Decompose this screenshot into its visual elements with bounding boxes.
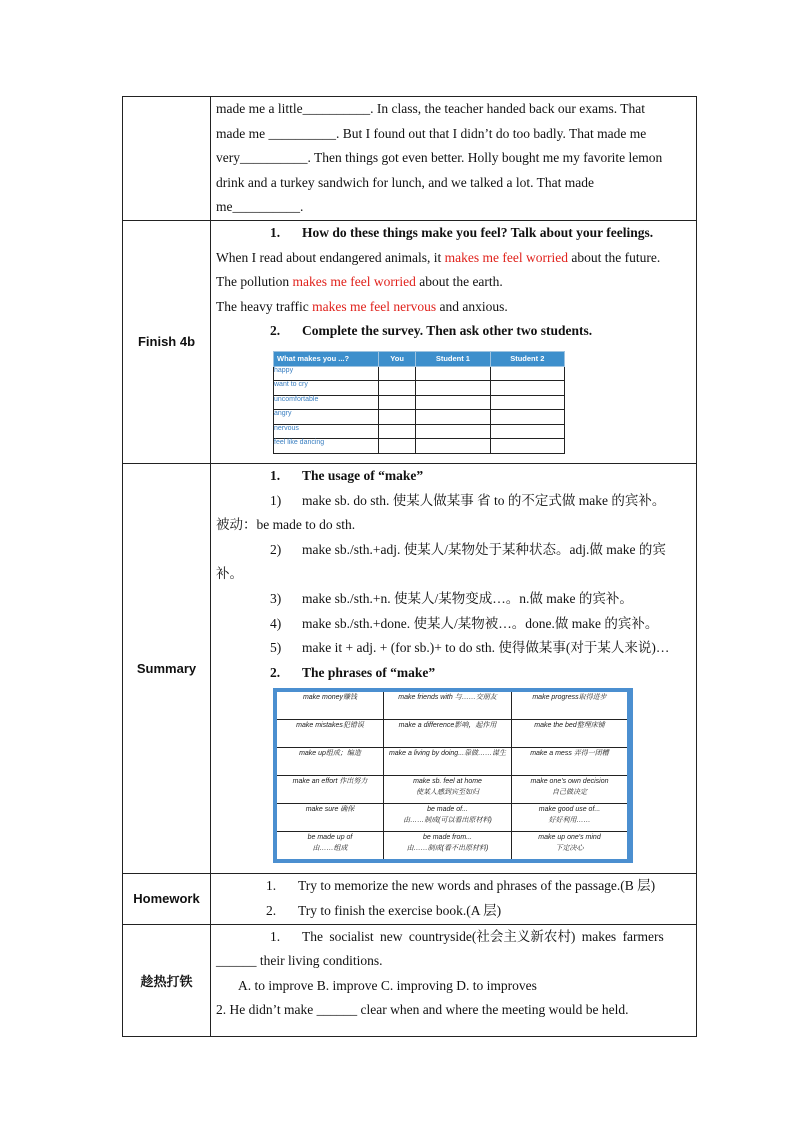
summary-cell [211,463,697,873]
survey-row [274,381,565,396]
lesson-table [122,96,697,1037]
survey-cell [379,381,416,396]
survey-header: What makes you ...? [274,351,379,366]
reading-line: me__________. [216,199,304,215]
survey-row-label: happy [274,366,379,381]
answer-text: makes me feel nervous [312,298,437,314]
phrase-cell: make money赚钱 [275,690,384,720]
summary-item-1-cont: 被动：be made to do sth. [216,517,356,533]
survey-cell [490,381,564,396]
survey-cell [490,439,564,454]
survey-header: You [379,351,416,366]
reading-line: made me __________. But I found out that I didn’t do too badly. That made me [216,125,647,141]
homework-label: Homework [123,874,211,924]
phrase-cell: make a mess 弄得一团糟 [512,748,631,776]
practice-row [123,924,697,1036]
summary-heading-1: 1. The usage of “make” [270,467,424,483]
survey-row [274,439,565,454]
homework-item-1: 1. Try to memorize the new words and phrases of the passage.(B 层) [266,878,656,894]
phrase-cell: make a living by doing...靠做……谋生 [384,748,512,776]
practice-options: A. to improve B. improve C. improving D. to improves [238,977,537,993]
survey-cell [490,395,564,410]
survey-cell [416,395,490,410]
practice-question-2: 2. He didn’t make ______ clear when and where the meeting would be held. [216,1002,629,1018]
phrase-cell: make mistakes犯错误 [275,720,384,748]
survey-header: Student 1 [416,351,490,366]
survey-cell [416,424,490,439]
survey-row [274,395,565,410]
phrase-cell: make up组成；编造 [275,748,384,776]
survey-table [273,351,565,454]
phrase-cell: be made from... 由……制成(看不出原材料) [384,832,512,862]
summary-item-3: 3) make sb./sth.+n. 使某人/某物变成…。n.做 make 的宾补。 [270,590,633,606]
survey-row-label: angry [274,410,379,425]
practice-label: 趁热打铁 [123,924,211,1036]
survey-row-label: uncomfortable [274,395,379,410]
survey-header: Student 2 [490,351,564,366]
finish4b-sentence-3: The heavy traffic makes me feel nervous and anxious. [216,298,508,314]
phrase-cell: make sb. feel at home 使某人感到宾至如归 [384,776,512,804]
survey-row-label: want to cry [274,381,379,396]
survey-cell [379,410,416,425]
finish4b-row [123,220,697,463]
phrase-cell: make a difference影响，起作用 [384,720,512,748]
survey-cell [416,439,490,454]
survey-row [274,366,565,381]
summary-item-5: 5) make it + adj. + (for sb.)+ to do sth. 使得做某事(对于某人来说)… [270,640,670,656]
survey-cell [490,366,564,381]
practice-cell [211,924,697,1036]
survey-header-row [274,351,565,366]
phrase-cell: make up one's mind 下定决心 [512,832,631,862]
summary-item-4: 4) make sb./sth.+done. 使某人/某物被…。done.做 make 的宾补。 [270,615,659,631]
survey-cell [379,439,416,454]
survey-row-label: nervous [274,424,379,439]
phrase-cell: be made up of 由……组成 [275,832,384,862]
phrase-cell: make good use of... 好好利用…… [512,804,631,832]
phrase-row [275,832,630,862]
survey-row-label: feel like dancing [274,439,379,454]
summary-item-2-cont: 补。 [216,566,243,582]
homework-cell [211,874,697,924]
survey-cell [379,395,416,410]
answer-text: makes me feel worried [444,249,568,265]
homework-item-2: 2. Try to finish the exercise book.(A 层) [266,902,502,918]
summary-label: Summary [123,463,211,873]
summary-heading-2: 2. The phrases of “make” [270,664,436,680]
reading-line: made me a little__________. In class, the teacher handed back our exams. That [216,101,645,116]
finish4b-sentence-2: The pollution makes me feel worried about the earth. [216,274,503,290]
phrase-cell: be made of... 由……制成(可以看出原材料) [384,804,512,832]
phrase-row [275,804,630,832]
phrase-cell: make an effort 作出努力 [275,776,384,804]
phrases-table [273,688,633,863]
summary-item-1: 1) make sb. do sth. 使某人做某事 省 to 的不定式做 make 的宾补。 [270,492,666,508]
survey-cell [379,366,416,381]
phrase-row [275,720,630,748]
finish4b-question-2: 2. Complete the survey. Then ask other two students. [270,323,593,339]
survey-cell [416,410,490,425]
finish4b-question-1: 1. How do these things make you feel? Talk about your feelings. [270,224,654,240]
phrase-row [275,690,630,720]
reading-line: very__________. Then things got even better. Holly bought me my favorite lemon [216,150,663,166]
phrase-cell: make friends with 与……交朋友 [384,690,512,720]
reading-label-cell [123,97,211,221]
practice-question-1: 1. The socialist new countryside(社会主义新农村) makes farmers [270,928,664,944]
survey-cell [490,424,564,439]
survey-row [274,410,565,425]
phrase-cell: make progress取得进步 [512,690,631,720]
phrase-row [275,748,630,776]
finish4b-label: Finish 4b [123,220,211,463]
survey-cell [379,424,416,439]
reading-text-cell [211,97,697,221]
practice-question-1-cont: ______ their living conditions. [216,953,383,969]
phrase-cell: make one's own decision 自己做决定 [512,776,631,804]
phrase-row [275,776,630,804]
homework-row [123,874,697,924]
survey-cell [416,366,490,381]
reading-row [123,97,697,221]
survey-cell [416,381,490,396]
summary-row [123,463,697,873]
survey-cell [490,410,564,425]
survey-row [274,424,565,439]
finish4b-sentence-1: When I read about endangered animals, it makes me feel worried about the future. [216,249,661,265]
answer-text: makes me feel worried [292,274,416,290]
finish4b-cell [211,220,697,463]
summary-item-2: 2) make sb./sth.+adj. 使某人/某物处于某种状态。adj.做 make 的宾 [270,541,666,557]
phrase-cell: make sure 确保 [275,804,384,832]
phrase-cell: make the bed整理床铺 [512,720,631,748]
reading-line: drink and a turkey sandwich for lunch, and we talked a lot. That made [216,174,595,190]
